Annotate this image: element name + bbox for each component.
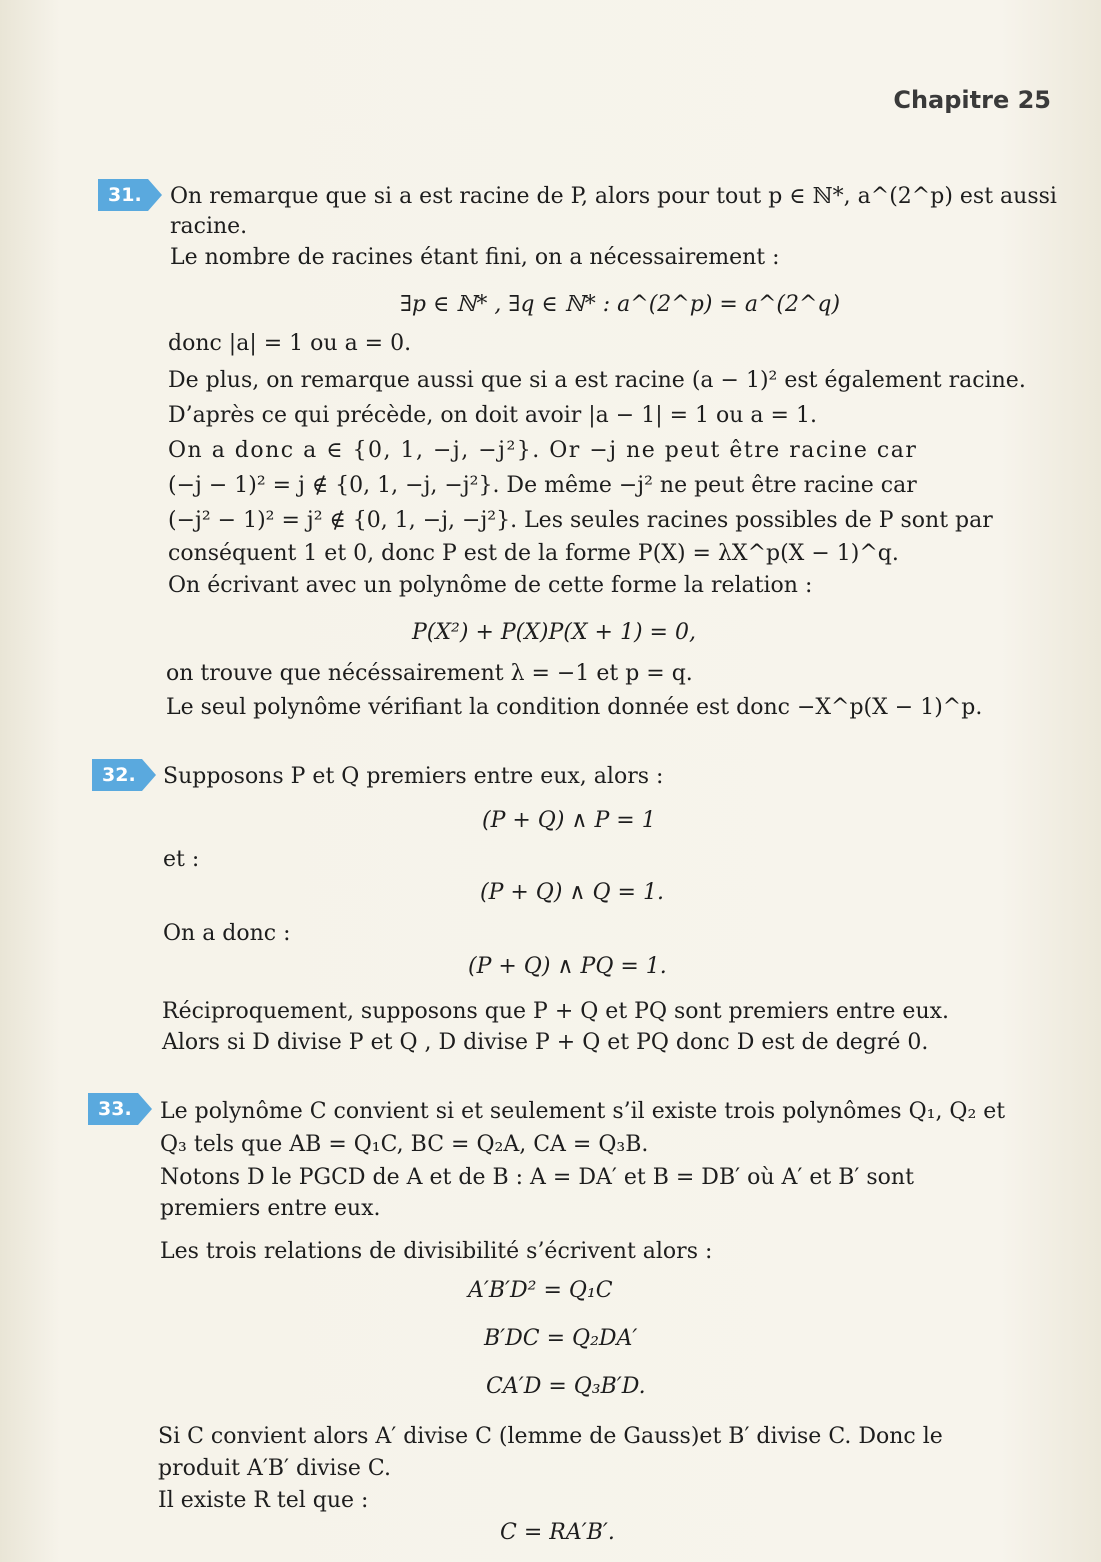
ex32-equation-3: (P + Q) ∧ PQ = 1. [468, 954, 667, 979]
ex31-line-2: racine. [170, 214, 248, 239]
ex33-equation-3: CA′D = Q₃B′D. [486, 1374, 646, 1399]
ex33-line-2: Q₃ tels que AB = Q₁C, BC = Q₂A, CA = Q₃B. [160, 1132, 649, 1157]
exercise-number: 32. [102, 764, 136, 786]
ex31-line-11: On écrivant avec un polynôme de cette forme la relation : [168, 573, 813, 598]
ex31-line-12: on trouve que nécéssairement λ = −1 et p = q. [166, 661, 693, 686]
ex31-equation-1: ∃p ∈ ℕ* , ∃q ∈ ℕ* : a^(2^p) = a^(2^q) [400, 292, 841, 317]
ex31-line-9: (−j² − 1)² = j² ∉ {0, 1, −j, −j²}. Les seules racines possibles de P sont par [168, 508, 993, 533]
ex33-line-3: Notons D le PGCD de A et de B : A = DA′ et B = DB′ où A′ et B′ sont [160, 1165, 914, 1190]
ex31-equation-2: P(X²) + P(X)P(X + 1) = 0, [412, 620, 696, 645]
ex33-line-8: Il existe R tel que : [158, 1488, 369, 1513]
ex31-line-10: conséquent 1 et 0, donc P est de la forme P(X) = λX^p(X − 1)^q. [168, 541, 899, 566]
ex33-line-6: Si C convient alors A′ divise C (lemme de Gauss)et B′ divise C. Donc le [158, 1424, 943, 1449]
exercise-33-badge [88, 1093, 150, 1125]
ex33-equation-2: B′DC = Q₂DA′ [484, 1326, 638, 1351]
ex33-line-4: premiers entre eux. [160, 1196, 381, 1221]
exercise-number: 31. [108, 184, 142, 206]
ex32-line-4: Réciproquement, supposons que P + Q et PQ sont premiers entre eux. [162, 999, 950, 1024]
ex31-line-5: De plus, on remarque aussi que si a est racine (a − 1)² est également racine. [168, 368, 1026, 393]
ex33-equation-4: C = RA′B′. [500, 1520, 615, 1545]
ex32-line-5: Alors si D divise P et Q , D divise P + Q et PQ donc D est de degré 0. [162, 1030, 929, 1055]
ex31-line-1: On remarque que si a est racine de P, alors pour tout p ∈ ℕ*, a^(2^p) est aussi [170, 184, 1057, 209]
ex31-line-8: (−j − 1)² = j ∉ {0, 1, −j, −j²}. De même −j² ne peut être racine car [168, 473, 917, 498]
ex33-line-7: produit A′B′ divise C. [158, 1456, 391, 1481]
ex31-line-13: Le seul polynôme vérifiant la condition donnée est donc −X^p(X − 1)^p. [166, 695, 983, 720]
exercise-32-badge [92, 759, 154, 791]
ex32-line-2: et : [163, 847, 200, 872]
exercise-31-badge [98, 179, 160, 211]
ex32-line-3: On a donc : [163, 921, 291, 946]
chapter-heading: Chapitre 25 [893, 86, 1051, 114]
ex31-line-3: Le nombre de racines étant fini, on a nécessairement : [170, 245, 780, 270]
ex33-equation-1: A′B′D² = Q₁C [468, 1278, 613, 1303]
ex31-line-6: D’après ce qui précède, on doit avoir |a − 1| = 1 ou a = 1. [168, 403, 817, 428]
ex32-equation-2: (P + Q) ∧ Q = 1. [480, 880, 664, 905]
ex32-equation-1: (P + Q) ∧ P = 1 [482, 808, 656, 833]
ex33-line-1: Le polynôme C convient si et seulement s’il existe trois polynômes Q₁, Q₂ et [160, 1099, 1006, 1124]
ex31-line-4: donc |a| = 1 ou a = 0. [168, 331, 412, 356]
ex32-line-1: Supposons P et Q premiers entre eux, alors : [163, 764, 664, 789]
exercise-number: 33. [98, 1098, 132, 1120]
ex31-line-7: On a donc a ∈ {0, 1, −j, −j²}. Or −j ne peut être racine car [168, 438, 918, 463]
ex33-line-5: Les trois relations de divisibilité s’écrivent alors : [160, 1239, 713, 1264]
